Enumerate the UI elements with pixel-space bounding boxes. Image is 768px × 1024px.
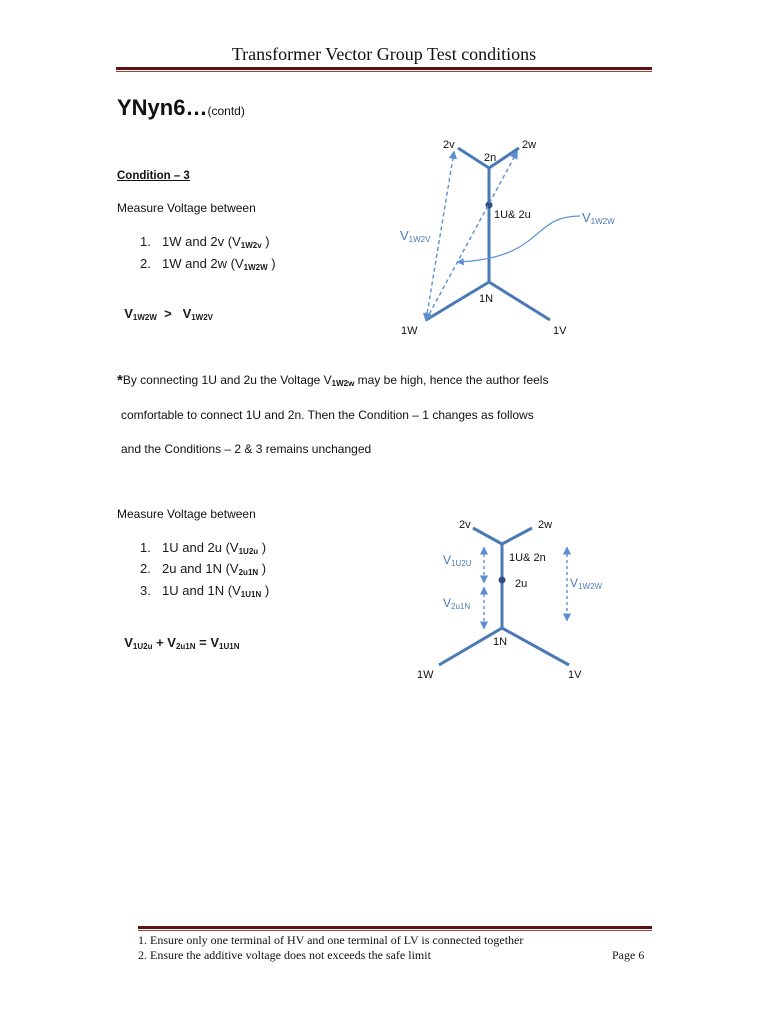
list-text: 1U and 1N (V <box>162 583 241 598</box>
list-end: ) <box>261 583 270 598</box>
heading-main: YNyn6… <box>117 95 208 120</box>
terminal-1n-label: 1N <box>479 293 494 305</box>
vector-diagram-2 <box>405 510 625 690</box>
list-sub: 1W2W <box>243 263 268 272</box>
terminal-1v-label: 1V <box>568 669 582 681</box>
terminal-2v-label: 2v <box>459 519 471 531</box>
header-rule-thin <box>116 71 652 72</box>
heading-contd: (contd) <box>207 104 245 118</box>
hv-phase-1v <box>489 282 550 320</box>
condition-3-label: Condition – 3 <box>117 170 190 182</box>
list-end: ) <box>258 561 267 576</box>
footnote-1: 1. Ensure only one terminal of HV and one terminal of LV is connected together <box>138 933 524 947</box>
list-number: 1. <box>140 234 151 249</box>
relation-s1: 1W2W <box>132 313 157 322</box>
terminal-1u2u-label: 1U& 2u <box>494 209 531 221</box>
lv-phase-2v <box>473 528 502 544</box>
terminal-2w-label: 2w <box>522 139 537 151</box>
footnote-2: 2. Ensure the additive voltage does not exceeds the safe limit <box>138 948 431 962</box>
list-item <box>140 234 270 250</box>
list-item <box>140 561 266 577</box>
eq-sub: 2u1N <box>175 642 196 651</box>
note-line-2: comfortable to connect 1U and 2n. Then the Condition – 1 changes as follows <box>121 408 534 422</box>
v1u2u-label: V1U2U <box>443 553 472 568</box>
document-title: Transformer Vector Group Test conditions <box>231 44 537 64</box>
list-number: 2. <box>140 561 151 576</box>
section-heading <box>117 95 245 121</box>
list-text: 1W and 2v (V <box>162 234 241 249</box>
terminal-1w-label: 1W <box>417 669 434 681</box>
list-text: 2u and 1N (V <box>162 561 239 576</box>
footer-rule-thin <box>138 930 652 931</box>
terminal-2u-label: 2u <box>515 578 528 590</box>
page-number: Page 6 <box>612 948 645 962</box>
eq-sub: 1U2u <box>132 642 153 651</box>
note-sub: 1W2w <box>331 379 355 388</box>
list-end: ) <box>258 540 267 555</box>
terminal-1w-label: 1W <box>401 325 418 337</box>
measure-label: Measure Voltage between <box>117 201 256 215</box>
v1w2v-label: V1W2V <box>400 228 431 244</box>
terminal-2w-label: 2w <box>538 519 553 531</box>
eq-sub: 1U1N <box>219 642 240 651</box>
list-item <box>140 540 266 556</box>
eq-part: V <box>124 635 133 650</box>
list-end: ) <box>267 256 276 271</box>
list-sub: 1U2u <box>238 547 259 556</box>
voltage-equation <box>117 620 239 651</box>
relation-v2: V <box>182 306 192 321</box>
hv-phase-1v <box>502 628 569 665</box>
list-number: 2. <box>140 256 151 271</box>
note-line-1 <box>117 372 548 389</box>
relation-op: > <box>156 306 183 321</box>
list-sub: 2u1N <box>238 568 259 577</box>
list-sub: 1U1N <box>240 590 262 599</box>
list-number: 1. <box>140 540 151 555</box>
vector-diagram-1 <box>380 130 640 345</box>
relation-s2: 1W2V <box>191 313 214 322</box>
measure-label: Measure Voltage between <box>117 507 256 521</box>
voltage-relation <box>117 291 213 322</box>
note-text: may be high, hence the author feels <box>354 373 549 387</box>
terminal-1v-label: 1V <box>553 325 567 337</box>
pointer-curve <box>458 216 580 262</box>
note-text: By connecting 1U and 2u the Voltage V <box>122 373 332 387</box>
header-rule <box>116 67 652 70</box>
v1w2w-label: V1W2W <box>582 210 615 226</box>
terminal-1u2n-label: 1U& 2n <box>509 552 546 564</box>
asterisk: * <box>117 372 123 389</box>
note-line-3: and the Conditions – 2 & 3 remains unchanged <box>121 442 372 456</box>
footer-rule <box>138 926 652 929</box>
eq-part: = V <box>195 635 220 650</box>
list-number: 3. <box>140 583 151 598</box>
list-item <box>140 256 276 272</box>
list-item <box>140 583 269 599</box>
terminal-2v-label: 2v <box>443 139 455 151</box>
terminal-2n-label: 2n <box>484 152 497 164</box>
v1w2w-label: V1W2W <box>570 576 603 591</box>
relation-v1: V <box>124 306 133 321</box>
lv-phase-2w <box>502 528 532 544</box>
terminal-1n-label: 1N <box>493 636 508 648</box>
eq-part: + V <box>152 635 176 650</box>
v2u1n-label: V2u1N <box>443 596 471 611</box>
list-sub: 1W2v <box>240 241 262 250</box>
list-text: 1W and 2w (V <box>162 256 244 271</box>
list-text: 1U and 2u (V <box>162 540 239 555</box>
list-end: ) <box>261 234 270 249</box>
junction-dot <box>499 577 506 584</box>
